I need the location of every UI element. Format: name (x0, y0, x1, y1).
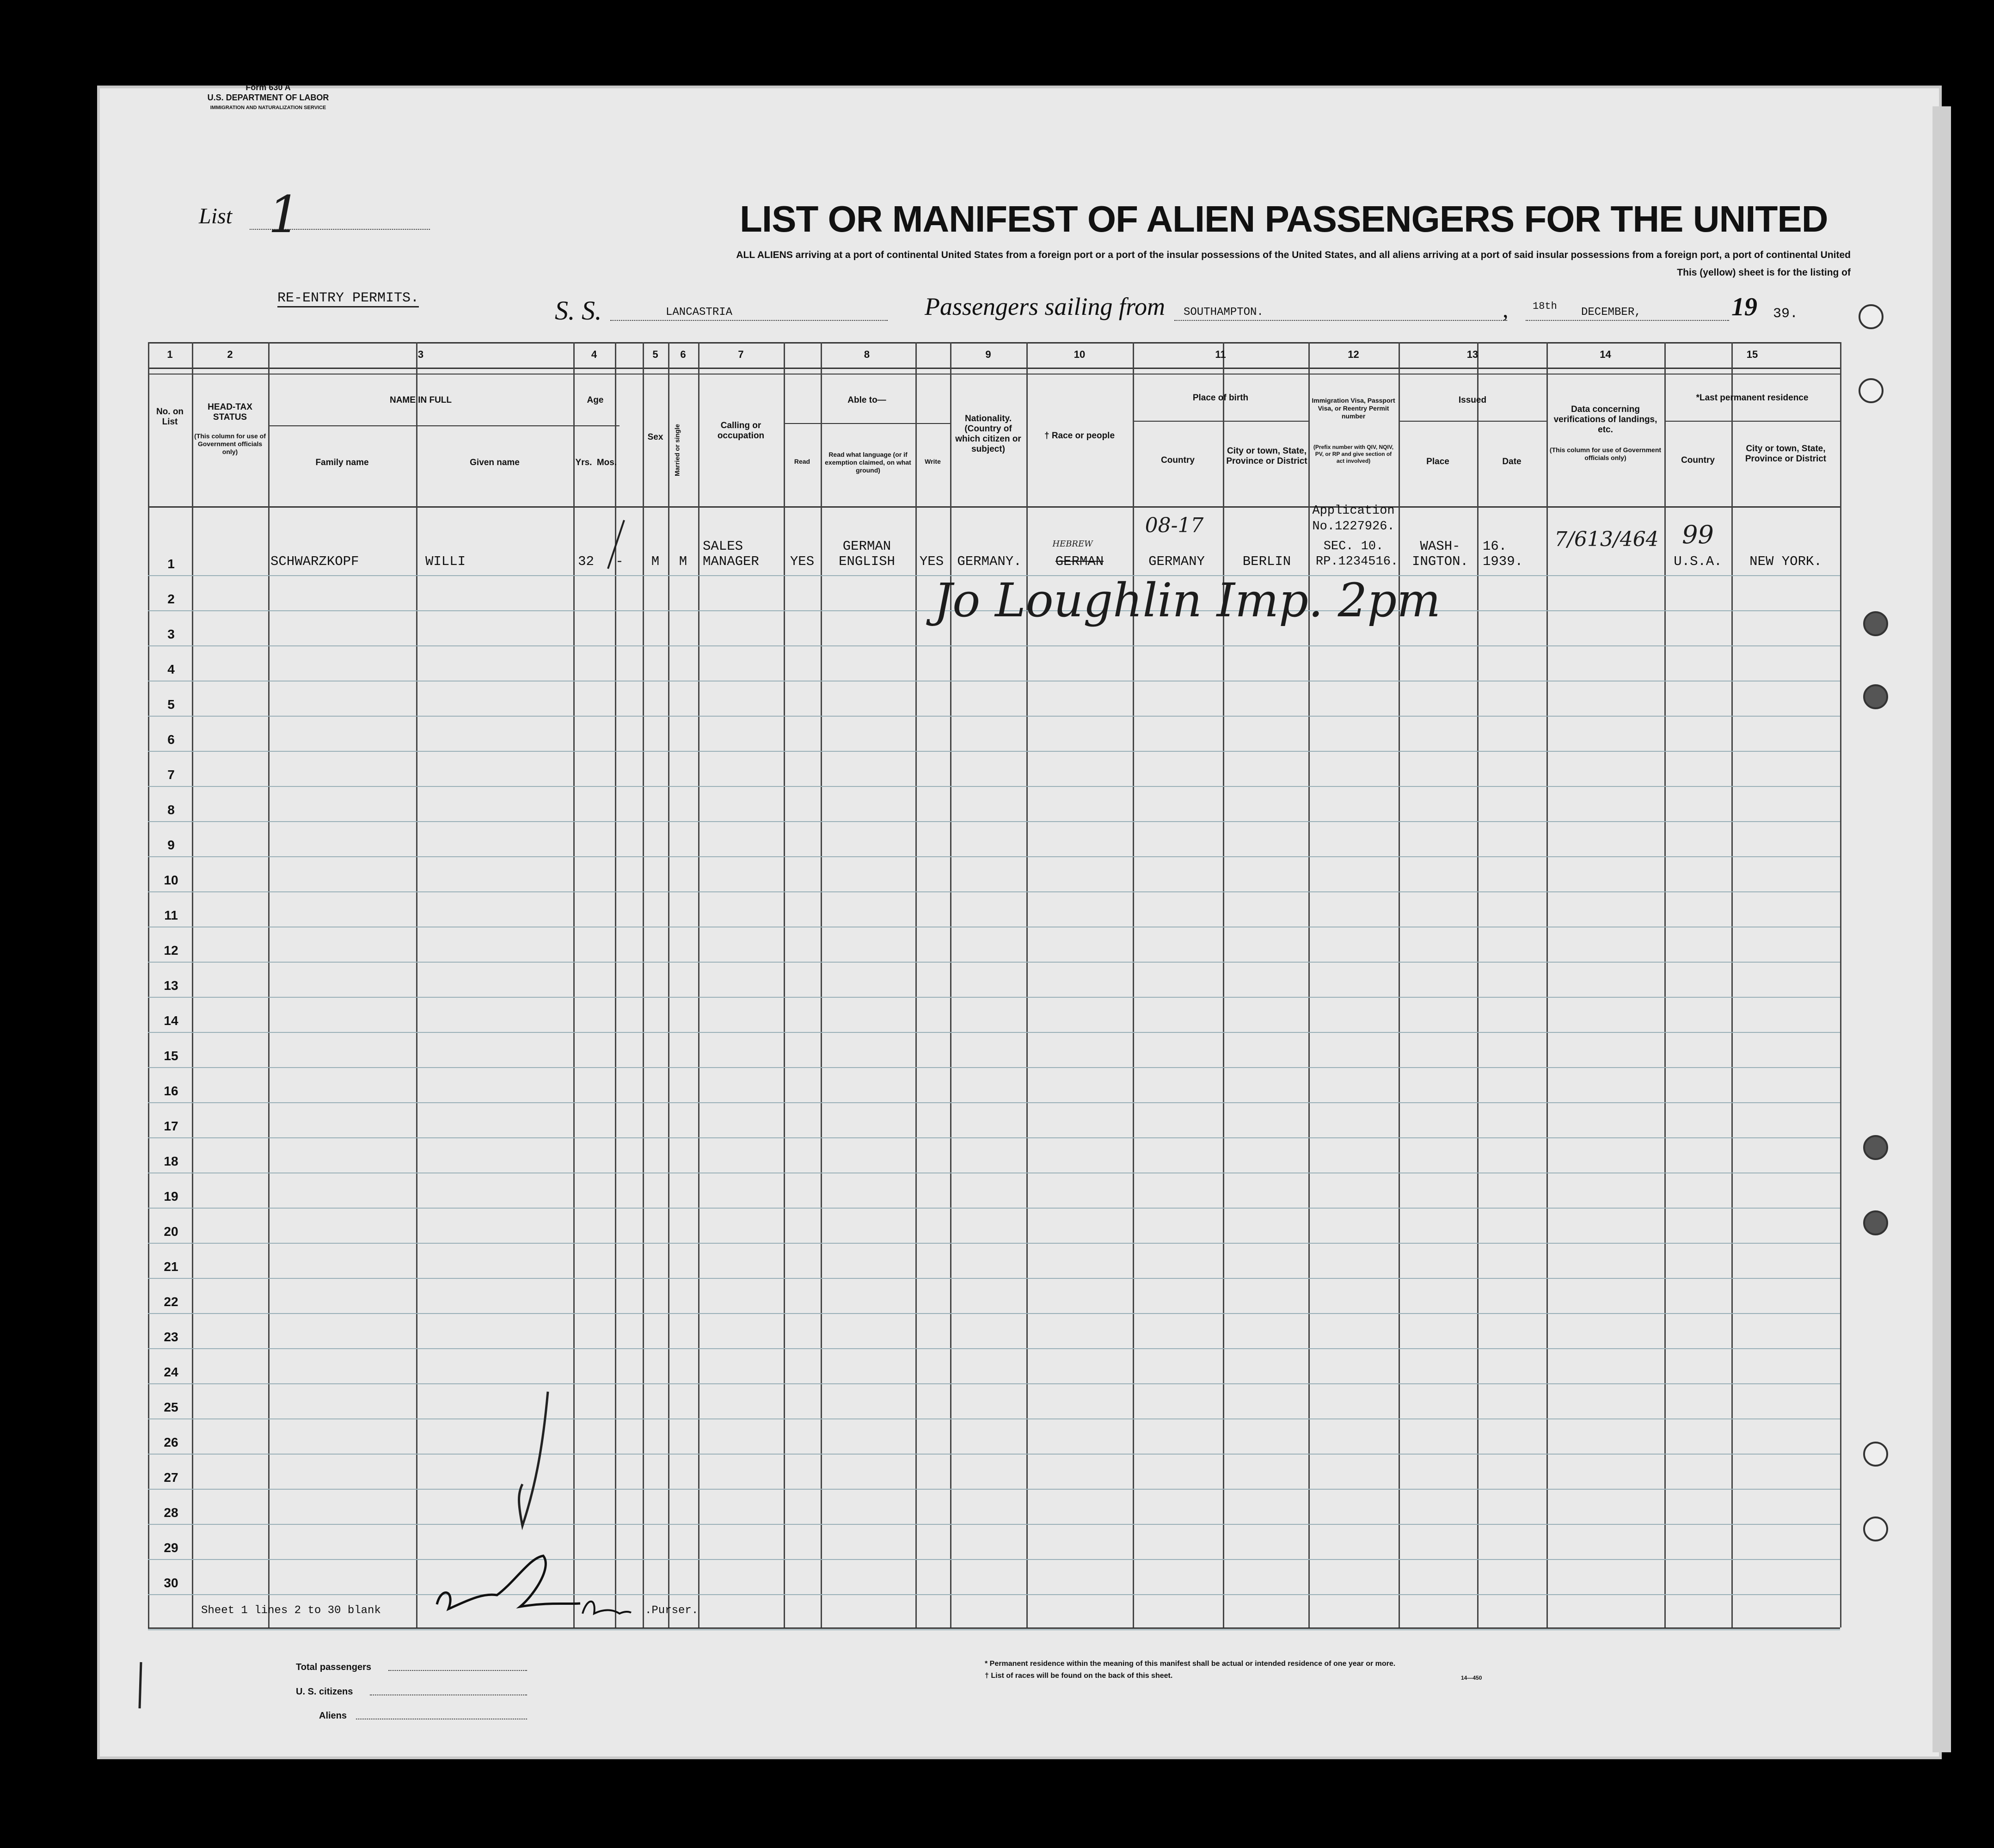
column-number: 9 (985, 349, 991, 360)
ruled-line (148, 1348, 1840, 1349)
col-rule (915, 342, 917, 1627)
header-calling: Calling or occupation (717, 421, 765, 441)
passenger-visa-3: SEC. 10. (1323, 540, 1384, 553)
header-age-mos: Mos. (596, 458, 617, 467)
col-rule (950, 342, 951, 1627)
passenger-issued-date-1: 16. (1483, 539, 1507, 554)
col-rule (268, 342, 270, 1627)
ruled-line (148, 1524, 1840, 1525)
row-number: 10 (164, 873, 178, 887)
comma-separator: , (1503, 296, 1509, 322)
header-married: Married or single (673, 424, 681, 476)
passenger-read: YES (790, 554, 815, 569)
column-number: 2 (227, 349, 233, 360)
ruled-line (148, 1313, 1840, 1314)
row-number: 15 (164, 1049, 178, 1063)
column-number: 5 (652, 349, 658, 360)
table-top-rule (148, 342, 1840, 344)
row-number: 24 (164, 1365, 178, 1379)
col-rule (1223, 342, 1224, 1627)
ruled-line (148, 1067, 1840, 1068)
header-read-language: Read what language (or if exemption claimed, on what ground) (825, 451, 911, 474)
row-number: 28 (164, 1505, 178, 1520)
ruled-line (148, 1489, 1840, 1490)
col-rule (1399, 342, 1400, 1627)
column-number: 1 (167, 349, 173, 360)
header-place-of-birth: Place of birth (1192, 393, 1249, 403)
header-given-name: Given name (470, 458, 520, 467)
purser-label: .Purser. (645, 1604, 699, 1617)
header-write: Write (925, 458, 941, 465)
ss-label: S. S. (555, 295, 602, 325)
header-bottom-rule (148, 506, 1840, 508)
row-number: 27 (164, 1470, 178, 1485)
passenger-visa-4: RP.1234516. (1315, 555, 1399, 569)
aliens-label: Aliens (319, 1711, 347, 1721)
col-rule (668, 342, 669, 1627)
col-rule (1731, 342, 1733, 1627)
header-birth-city: City or town, State, Province or District (1226, 446, 1307, 466)
ruled-line (148, 716, 1840, 717)
row-number: 11 (164, 908, 178, 922)
ruled-line (148, 1208, 1840, 1209)
form-header (176, 82, 361, 113)
col-rule (1133, 342, 1134, 1627)
form-code: 14—450 (1461, 1675, 1482, 1681)
row-number: 4 (167, 662, 175, 676)
passenger-visa-2: No.1227926. (1312, 520, 1395, 534)
passenger-occupation-1: SALES (703, 539, 743, 554)
footnote-races: † List of races will be found on the back of this sheet. (985, 1672, 1173, 1680)
passenger-res-note: 99 (1682, 520, 1714, 549)
col-rule (643, 342, 644, 1627)
subtitle-line-2: This (yellow) sheet is for the listing of (1677, 267, 1851, 278)
column-number: 10 (1074, 349, 1086, 360)
header-read: Read (794, 458, 810, 465)
column-number: 12 (1348, 349, 1359, 360)
header-family-name: Family name (315, 458, 369, 467)
page-title: LIST OR MANIFEST OF ALIEN PASSENGERS FOR THE UNITED (740, 198, 1828, 239)
date-line (1526, 320, 1729, 321)
sheet-note: Sheet 1 lines 2 to 30 blank (201, 1604, 381, 1617)
header-last-residence: *Last permanent residence (1696, 393, 1809, 403)
column-number-rule-2 (148, 374, 1840, 375)
ruled-line (148, 751, 1840, 752)
ruled-line (148, 1454, 1840, 1455)
passenger-given-name: WILLI (425, 554, 466, 569)
form-number: Form 630 A (245, 83, 291, 92)
ruled-line (148, 1243, 1840, 1244)
header-issued-date: Date (1502, 457, 1522, 467)
page-edge (1933, 106, 1951, 1752)
ruled-line (148, 997, 1840, 998)
header-data-concerning: Data concerning verifications of landings, etc. (1553, 405, 1657, 435)
ruled-line (148, 1102, 1840, 1103)
row-number: 30 (164, 1576, 178, 1590)
row-number: 6 (167, 732, 175, 747)
row-number: 25 (164, 1400, 178, 1414)
passenger-nationality: GERMANY. (957, 554, 1022, 569)
name-subrule (268, 425, 620, 426)
subtitle-line-1: ALL ALIENS arriving at a port of continental United States from a foreign port or a port of the insular possessions of the United States, and all aliens arriving at a port of said insular possessions from a foreign port, a port of continental United (736, 250, 1851, 260)
header-head-tax-note: (This column for use of Government officials only) (194, 432, 266, 455)
ruled-line (148, 962, 1840, 963)
passenger-write: YES (919, 554, 944, 569)
col-rule (573, 342, 575, 1627)
header-age-yrs: Yrs. (575, 458, 592, 467)
row-number: 8 (167, 803, 175, 817)
able-subrule (784, 423, 950, 424)
ruled-line (148, 1278, 1840, 1279)
col-rule (148, 342, 149, 1627)
sailing-label: Passengers sailing from (925, 293, 1166, 320)
header-no-on-list: No. on List (156, 407, 184, 427)
row-number: 26 (164, 1435, 178, 1449)
header-race: † Race or people (1044, 431, 1115, 441)
passenger-race-handwritten: HEBREW (1052, 539, 1093, 549)
passenger-language-2: ENGLISH (839, 554, 895, 569)
passenger-occupation-2: MANAGER (703, 554, 759, 569)
column-number: 11 (1215, 349, 1226, 360)
row-number: 29 (164, 1541, 178, 1555)
row-number: 1 (167, 557, 175, 571)
col-rule (821, 342, 822, 1627)
list-number: 1 (268, 185, 301, 244)
purser-initials (578, 1595, 633, 1623)
header-visa-note: (Prefix number with QIV, NQIV, PV, or RP and give section of act involved) (1313, 444, 1394, 464)
ruled-line (148, 1594, 1840, 1595)
col-rule (784, 342, 785, 1627)
pen-stroke (504, 1387, 559, 1535)
header-birth-country: Country (1161, 455, 1195, 465)
ruled-line (148, 786, 1840, 787)
total-passengers-label: Total passengers (296, 1662, 372, 1672)
passenger-issued-place-2: INGTON. (1412, 554, 1468, 569)
header-age: Age (587, 395, 604, 405)
passenger-visa-1: Application (1312, 504, 1395, 518)
ruled-line (148, 821, 1840, 822)
header-nationality: Nationality. (Country of which citizen or subject) (955, 414, 1021, 454)
passenger-married: M (679, 554, 687, 569)
ruled-line (148, 1629, 1840, 1630)
passenger-res-city: NEW YORK. (1749, 554, 1822, 569)
sailing-month: DECEMBER, (1581, 306, 1641, 319)
table-bottom-rule (148, 1627, 1840, 1629)
passenger-birth-city: BERLIN (1242, 554, 1291, 569)
passenger-race-typed: GERMAN (1055, 554, 1104, 569)
ruled-line (148, 891, 1840, 892)
ruled-line (148, 856, 1840, 857)
col-rule (1026, 342, 1028, 1627)
col-rule (192, 342, 193, 1627)
residence-subrule (1664, 421, 1840, 422)
purser-signature (428, 1549, 594, 1623)
birth-subrule (1133, 421, 1308, 422)
header-issued-place: Place (1426, 457, 1449, 467)
row-number: 9 (167, 838, 175, 852)
total-passengers-line (388, 1670, 527, 1671)
binder-hole (1863, 1442, 1888, 1467)
row-number: 7 (167, 767, 175, 782)
row-number: 2 (167, 592, 175, 606)
row-number: 12 (164, 943, 178, 958)
passenger-issued-place-1: WASH- (1420, 539, 1460, 554)
binder-hole (1859, 304, 1884, 329)
ruled-line (148, 1032, 1840, 1033)
departure-port: SOUTHAMPTON. (1184, 306, 1264, 319)
passenger-sex: M (651, 554, 660, 569)
ruled-line (148, 1383, 1840, 1384)
col-rule (416, 342, 417, 1627)
column-number-rule (148, 368, 1840, 369)
header-issued: Issued (1458, 395, 1487, 405)
ruled-line (148, 1137, 1840, 1138)
header-res-country: Country (1681, 455, 1715, 465)
check-mark (601, 518, 629, 573)
row-number: 17 (164, 1119, 178, 1133)
footnote-residence: * Permanent residence within the meaning of this manifest shall be actual or intended residence of one year or more. (985, 1660, 1396, 1668)
list-label: List (199, 204, 233, 228)
row-number: 5 (167, 697, 175, 712)
col-rule (1477, 342, 1479, 1627)
passenger-language-1: GERMAN (842, 539, 891, 554)
form-service: IMMIGRATION AND NATURALIZATION SERVICE (210, 105, 326, 111)
passenger-res-country: U.S.A. (1674, 554, 1722, 569)
header-head-tax: HEAD-TAX STATUS (208, 402, 252, 422)
passenger-verification: 7/613/464 (1554, 528, 1659, 551)
form-department: U.S. DEPARTMENT OF LABOR (207, 93, 329, 102)
row-number: 13 (164, 978, 178, 993)
binder-hole (1863, 1516, 1888, 1541)
row-number: 19 (164, 1189, 178, 1203)
passenger-issued-date-2: 1939. (1483, 554, 1523, 569)
ship-name: LANCASTRIA (666, 306, 733, 319)
passenger-birth-note: 08-17 (1145, 514, 1204, 537)
binder-hole (1863, 611, 1888, 636)
binder-hole (1863, 1210, 1888, 1235)
age-subrule (573, 425, 617, 426)
row-number: 3 (167, 627, 175, 641)
issued-subrule (1399, 421, 1546, 422)
column-number: 8 (864, 349, 870, 360)
column-number: 7 (738, 349, 744, 360)
port-line (1174, 320, 1507, 321)
row-number: 21 (164, 1259, 178, 1274)
header-able-to: Able to— (847, 395, 886, 405)
row-number: 14 (164, 1013, 178, 1028)
year-suffix: 39. (1773, 306, 1798, 322)
header-data-note: (This column for use of Government officials only) (1549, 446, 1662, 461)
header-name-in-full: NAME IN FULL (389, 395, 452, 405)
ship-line (610, 320, 888, 321)
passenger-age-mos: - (615, 554, 624, 569)
header-sex: Sex (647, 432, 663, 442)
column-number: 15 (1746, 349, 1758, 360)
binder-hole (1859, 378, 1884, 403)
row-number: 16 (164, 1084, 178, 1098)
margin-stroke (134, 1660, 148, 1711)
binder-hole (1863, 1135, 1888, 1160)
col-rule (1840, 342, 1841, 1627)
reentry-permits-label: RE-ENTRY PERMITS. (277, 290, 419, 307)
row-number: 18 (164, 1154, 178, 1168)
year-prefix: 19 (1731, 293, 1757, 321)
header-visa: Immigration Visa, Passport Visa, or Reentry Permit number (1312, 397, 1395, 420)
col-rule (1308, 342, 1310, 1627)
column-number: 14 (1600, 349, 1611, 360)
passenger-age-yrs: 32 (578, 554, 594, 569)
col-rule (698, 342, 699, 1627)
ruled-line (148, 1559, 1840, 1560)
row-number: 20 (164, 1224, 178, 1239)
us-citizens-label: U. S. citizens (296, 1687, 353, 1697)
column-number: 3 (417, 349, 424, 360)
col-rule (1546, 342, 1548, 1627)
passenger-family-name: SCHWARZKOPF (270, 554, 359, 569)
ruled-line (148, 1418, 1840, 1419)
ruled-line (148, 645, 1840, 646)
column-number: 6 (680, 349, 686, 360)
sailing-day: 18th (1533, 301, 1557, 312)
passenger-birth-country: GERMANY (1148, 554, 1205, 569)
header-res-city: City or town, State, Province or District (1745, 444, 1827, 464)
row-number: 23 (164, 1330, 178, 1344)
handwritten-annotation: Jo Loughlin Imp. 2pm (934, 573, 1441, 627)
column-number: 13 (1466, 349, 1479, 360)
row-number: 22 (164, 1295, 178, 1309)
column-number: 4 (591, 349, 597, 360)
binder-hole (1863, 684, 1888, 709)
